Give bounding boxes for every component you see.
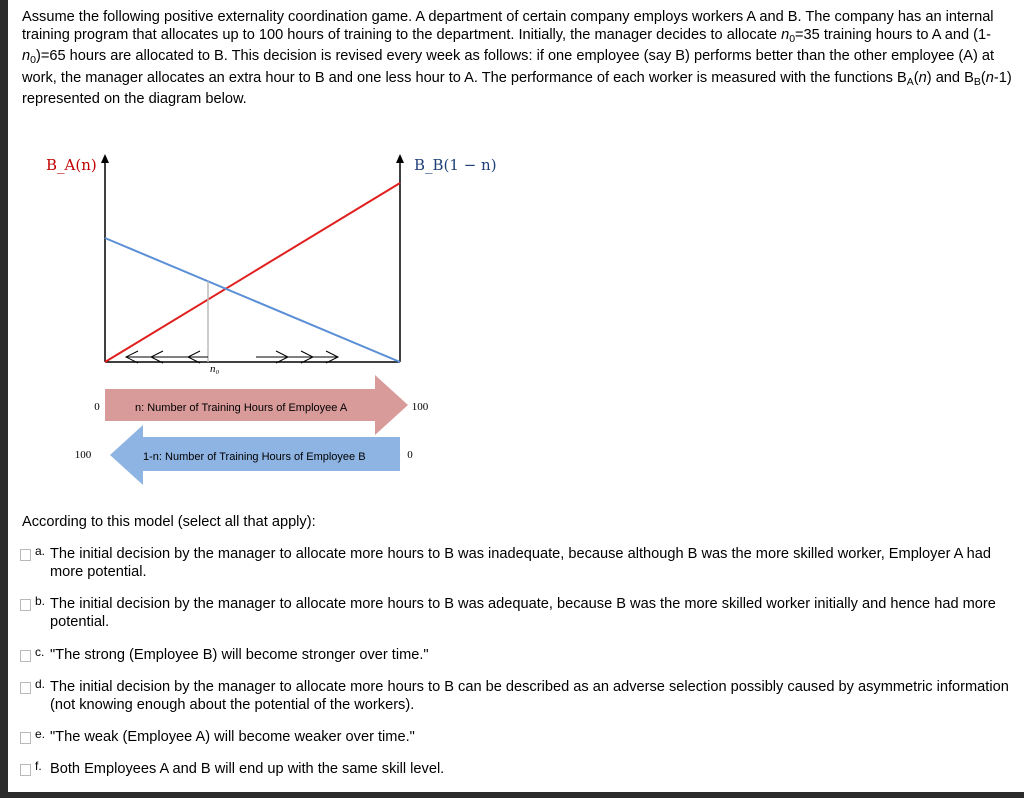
option-d-text: The initial decision by the manager to allocate more hours to B can be described as an adverse selection possibly caused by asymmetric information (not knowing enough about the potential of the workers).	[50, 679, 1009, 713]
performance-line-b	[105, 183, 400, 362]
option-b-text: The initial decision by the manager to allocate more hours to B was adequate, because B was the more skilled worker initially and hence had more potential.	[50, 596, 996, 630]
arrow-a-label: n: Number of Training Hours of Employee A	[135, 402, 348, 414]
question-panel	[8, 0, 1024, 792]
problem-statement: Assume the following positive externality coordination game. A department of certain company employs workers A and B. The company has an internal training program that allocates up to 100 hours of training to the department. Initially, the manager decides to allocate $n_0=35$ training hours to A and $(1-n_0)=65$ hours are allocated to B. This decision is revised every week as follows: if one employee (say B) performs better than the other employee (A) at work, the manager allocates an extra hour to B and one less hour to A. The performance of each worker is measured with the functions $B_A(n)$ and $B_B(n-1)$ represented on the diagram below.	[22, 9, 1012, 108]
arrow-b-label: 1-n: Number of Training Hours of Employee B	[143, 451, 366, 463]
option-c-text: "The strong (Employee B) will become stronger over time."	[50, 647, 429, 663]
option-d-checkbox[interactable]	[20, 682, 31, 694]
performance-line-a	[105, 238, 400, 362]
arrow-b-end-label: 0	[407, 449, 413, 461]
option-d-letter: d.	[35, 677, 46, 691]
option-e-checkbox[interactable]	[20, 732, 31, 744]
externality-diagram	[38, 140, 497, 470]
n0-label: n₀	[210, 363, 220, 375]
option-f-letter: f.	[35, 759, 42, 773]
option-e-letter: e.	[35, 727, 46, 741]
option-c-checkbox[interactable]	[20, 650, 31, 662]
option-b-letter: b.	[35, 594, 46, 608]
left-axis-arrowhead	[101, 154, 109, 163]
question-prompt: According to this model (select all that apply):	[22, 514, 316, 530]
right-axis-label: B_B(1 − n)	[414, 156, 497, 174]
option-f-checkbox[interactable]	[20, 764, 31, 776]
left-direction-arrows	[126, 351, 208, 363]
option-c-letter: c.	[35, 645, 45, 659]
left-axis-label: B_A(n)	[46, 156, 97, 174]
right-direction-arrows	[256, 351, 338, 363]
option-a-letter: a.	[35, 544, 46, 558]
option-f-text: Both Employees A and B will end up with the same skill level.	[50, 761, 445, 777]
option-b-checkbox[interactable]	[20, 599, 31, 611]
option-a-text: The initial decision by the manager to allocate more hours to B was inadequate, because although B was the more skilled worker, Employer A had more potential.	[50, 546, 992, 580]
arrow-a-end-label: 100	[411, 401, 429, 413]
option-e-text: "The weak (Employee A) will become weaker over time."	[50, 729, 415, 745]
arrow-b-start-label: 100	[74, 449, 92, 461]
arrow-a-start-label: 0	[94, 401, 100, 413]
option-a-checkbox[interactable]	[20, 549, 31, 561]
right-axis-arrowhead	[396, 154, 404, 163]
